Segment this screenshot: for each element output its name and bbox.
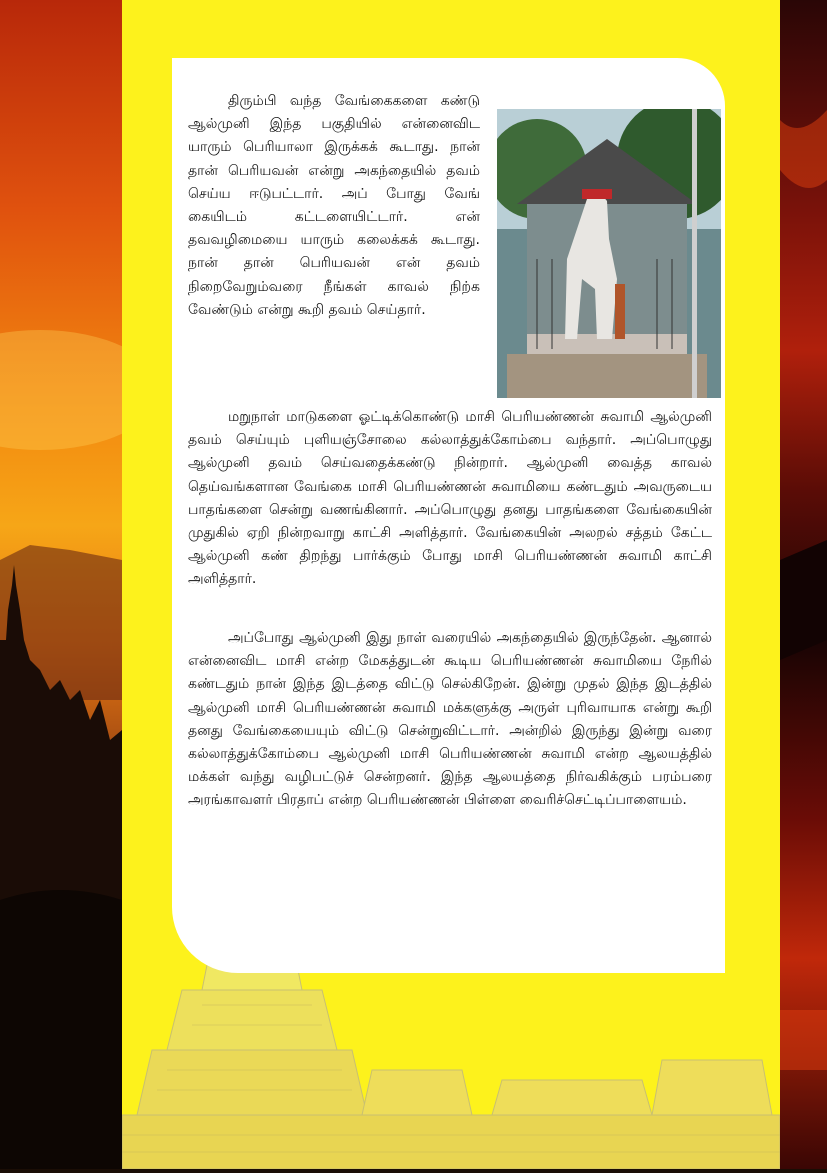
paragraph-2 (188, 406, 712, 592)
paragraph-1-text: திரும்பி வந்த வேங்கைகளை கண்டு ஆல்முனி இந்த பகுதியில் என்னைவிட யாரும் பெரியாலா இருக்கக் கூடாது. நான் தான் பெரியவன் என்று அகந்தையில் தவம் செய்ய ஈடுபட்டார். அப் போது வேங் கையிடம் கட்டளையிட்டார். என் தவவழிமையை யாரும் கலைக்கக் கூடாது. நான் தான் பெரியவன் என் தவம் நிறைவேறும்வரை நீங்கள் காவல் நிற்க வேண்டும் என்று கூறி தவம் செய்தார். (188, 93, 480, 318)
sunset-cloud-right-icon (780, 0, 827, 1169)
paragraph-3-text: அப்போது ஆல்முனி இது நாள் வரையில் அகந்தையில் இருந்தேன். ஆனால் என்னைவிட மாசி என்ற மேகத்துடன் கூடிய பெரியண்ணன் சுவாமியை நேரில் கண்டதும் நான் இந்த இடத்தை விட்டு செல்கிறேன். இன்று முதல் இந்த இடத்தில் ஆல்முனி மாசி பெரியண்ணன் சுவாமி மக்களுக்கு அருள் புரிவாயாக என்று கூறி தனது வேங்கையையும் விட்டு சென்றுவிட்டார். அன்றில் இருந்து இன்று வரை கல்லாத்துக்கோம்பை ஆல்முனி மாசி பெரியண்ணன் சுவாமி என்ற ஆலயத்தில் மக்கள் வந்து வழிபட்டுச் சென்றனர். இந்த ஆலயத்தை நிர்வகிக்கும் பரம்பரை அரங்காவளர் பிரதாப் என்ற பெரியண்ணன் பிள்ளை வைரிச்செட்டிப்பாளையம். (188, 630, 712, 809)
sunset-background-right (780, 0, 827, 1169)
sunset-background-left (0, 0, 122, 1169)
paragraph-3 (188, 627, 712, 813)
paragraph-1 (188, 90, 480, 322)
shrine-horse-statue-icon (497, 109, 721, 398)
paragraph-2-text: மறுநாள் மாடுகளை ஓட்டிக்கொண்டு மாசி பெரியண்ணன் சுவாமி ஆல்முனி தவம் செய்யும் புளியஞ்சோலை கல்லாத்துக்கோம்பை வந்தார். அப்பொழுது ஆல்முனி தவம் செய்வதைக்கண்டு நின்றார். ஆல்முனி வைத்த காவல் தெய்வங்களான வேங்கை மாசி பெரியண்ணன் சுவாமியை கண்டதும் அவருடைய பாதங்களை சென்று வணங்கினார். அப்பொழுது தனது பாதங்களை வேங்கையின் முதுகில் ஏறி நின்றவாறு காட்சி அளித்தார். வேங்கையின் அலறல் சத்தம் கேட்ட ஆல்முனி கண் திறந்து பார்க்கும் போது மாசி பெரியண்ணன் சுவாமி காட்சி அளித்தார். (188, 409, 712, 588)
shrine-photo (497, 109, 721, 398)
temple-silhouette-left-icon (0, 0, 122, 1169)
